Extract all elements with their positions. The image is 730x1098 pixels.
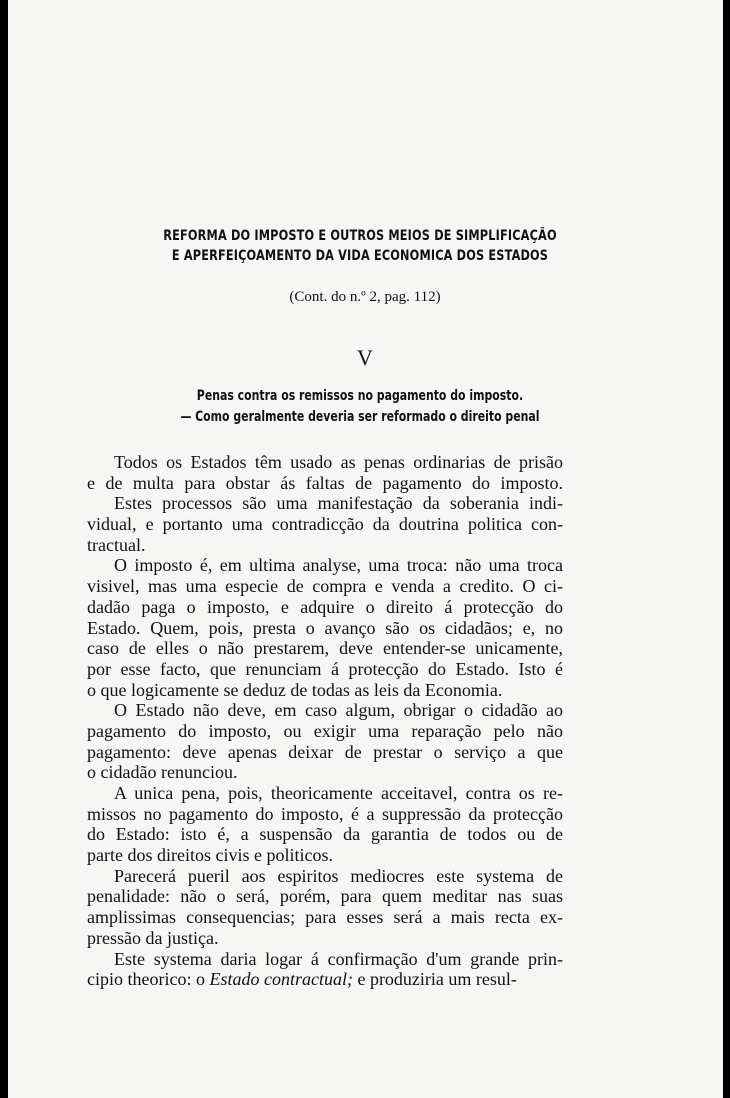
body-line: pagamento: deve apenas deixar de prestar o serviço a que [87,741,563,762]
body-line: Estado. Quem, pois, presta o avanço são os cidadãos; e, no [87,617,563,638]
body-line: O Estado não deve, em caso algum, obrigar o cidadão ao [114,700,563,721]
body-line: O imposto é, em ultima analyse, uma troca: não uma troca [114,555,563,576]
body-line: visivel, mas uma especie de compra e venda a credito. O ci- [87,576,563,597]
body-text [87,452,563,990]
chapter-subtitle-line-2: — Como geralmente deveria ser reformado o direito penal [180,409,540,425]
body-line: penalidade: não o será, porém, para quem meditar nas suas [87,886,563,907]
chapter-number: V [357,345,373,370]
body-line-part: e produziria um resul- [352,969,517,990]
body-line: e de multa para obstar ás faltas de pagamento do imposto. [87,472,563,493]
body-line: tractual. [87,534,146,555]
body-line: Este systema daria logar á confirmação d'um grande prin- [114,948,563,969]
emphasized-phrase: Estado contractual; [209,969,353,990]
body-line: por esse facto, que renunciam á protecção do Estado. Isto é [87,658,563,679]
body-line-with-emphasis [87,969,563,990]
body-line: pressão da justiça. [87,927,219,948]
body-line: parte dos direitos civis e politicos. [87,845,333,866]
chapter-subtitle [173,386,547,428]
body-line-part: cipio theorico: o [87,969,210,990]
body-line: Parecerá pueril aos espiritos mediocres este systema de [114,865,563,886]
article-title [157,226,563,266]
article-title-line-1: REFORMA DO IMPOSTO E OUTROS MEIOS DE SIMPLIFICAÇÃO [163,228,557,244]
body-line: Estes processos são uma manifestação da soberania indi- [114,493,563,514]
article-title-line-2: E APERFEIÇOAMENTO DA VIDA ECONOMICA DOS ESTADOS [171,248,549,264]
body-line: o que logicamente se deduz de todas as leis da Economia. [87,679,503,700]
chapter-subtitle-line-1: Penas contra os remissos no pagamento do imposto. [196,388,524,404]
body-line: do Estado: isto é, a suspensão da garantia de todos ou de [87,824,563,845]
body-line: dadão paga o imposto, e adquire o direito á protecção do [87,596,563,617]
body-line: A unica pena, pois, theoricamente acceitavel, contra os re- [114,783,563,803]
body-line: missos no pagamento do imposto, é a suppressão da protecção [87,803,563,824]
body-line: pagamento do imposto, ou exigir uma reparação pelo não [87,720,563,741]
body-line: Todos os Estados têm usado as penas ordinarias de prisão [114,452,563,472]
body-line: vidual, e portanto uma contradicção da doutrina politica con- [87,514,563,535]
body-line: caso de elles o não prestarem, deve entender-se unicamente, [87,638,563,659]
body-line: o cidadão renunciou. [87,762,238,783]
continuation-note: (Cont. do n.º 2, pag. 112) [289,289,441,305]
body-line: amplissimas consequencias; para esses será a mais recta ex- [87,907,563,928]
